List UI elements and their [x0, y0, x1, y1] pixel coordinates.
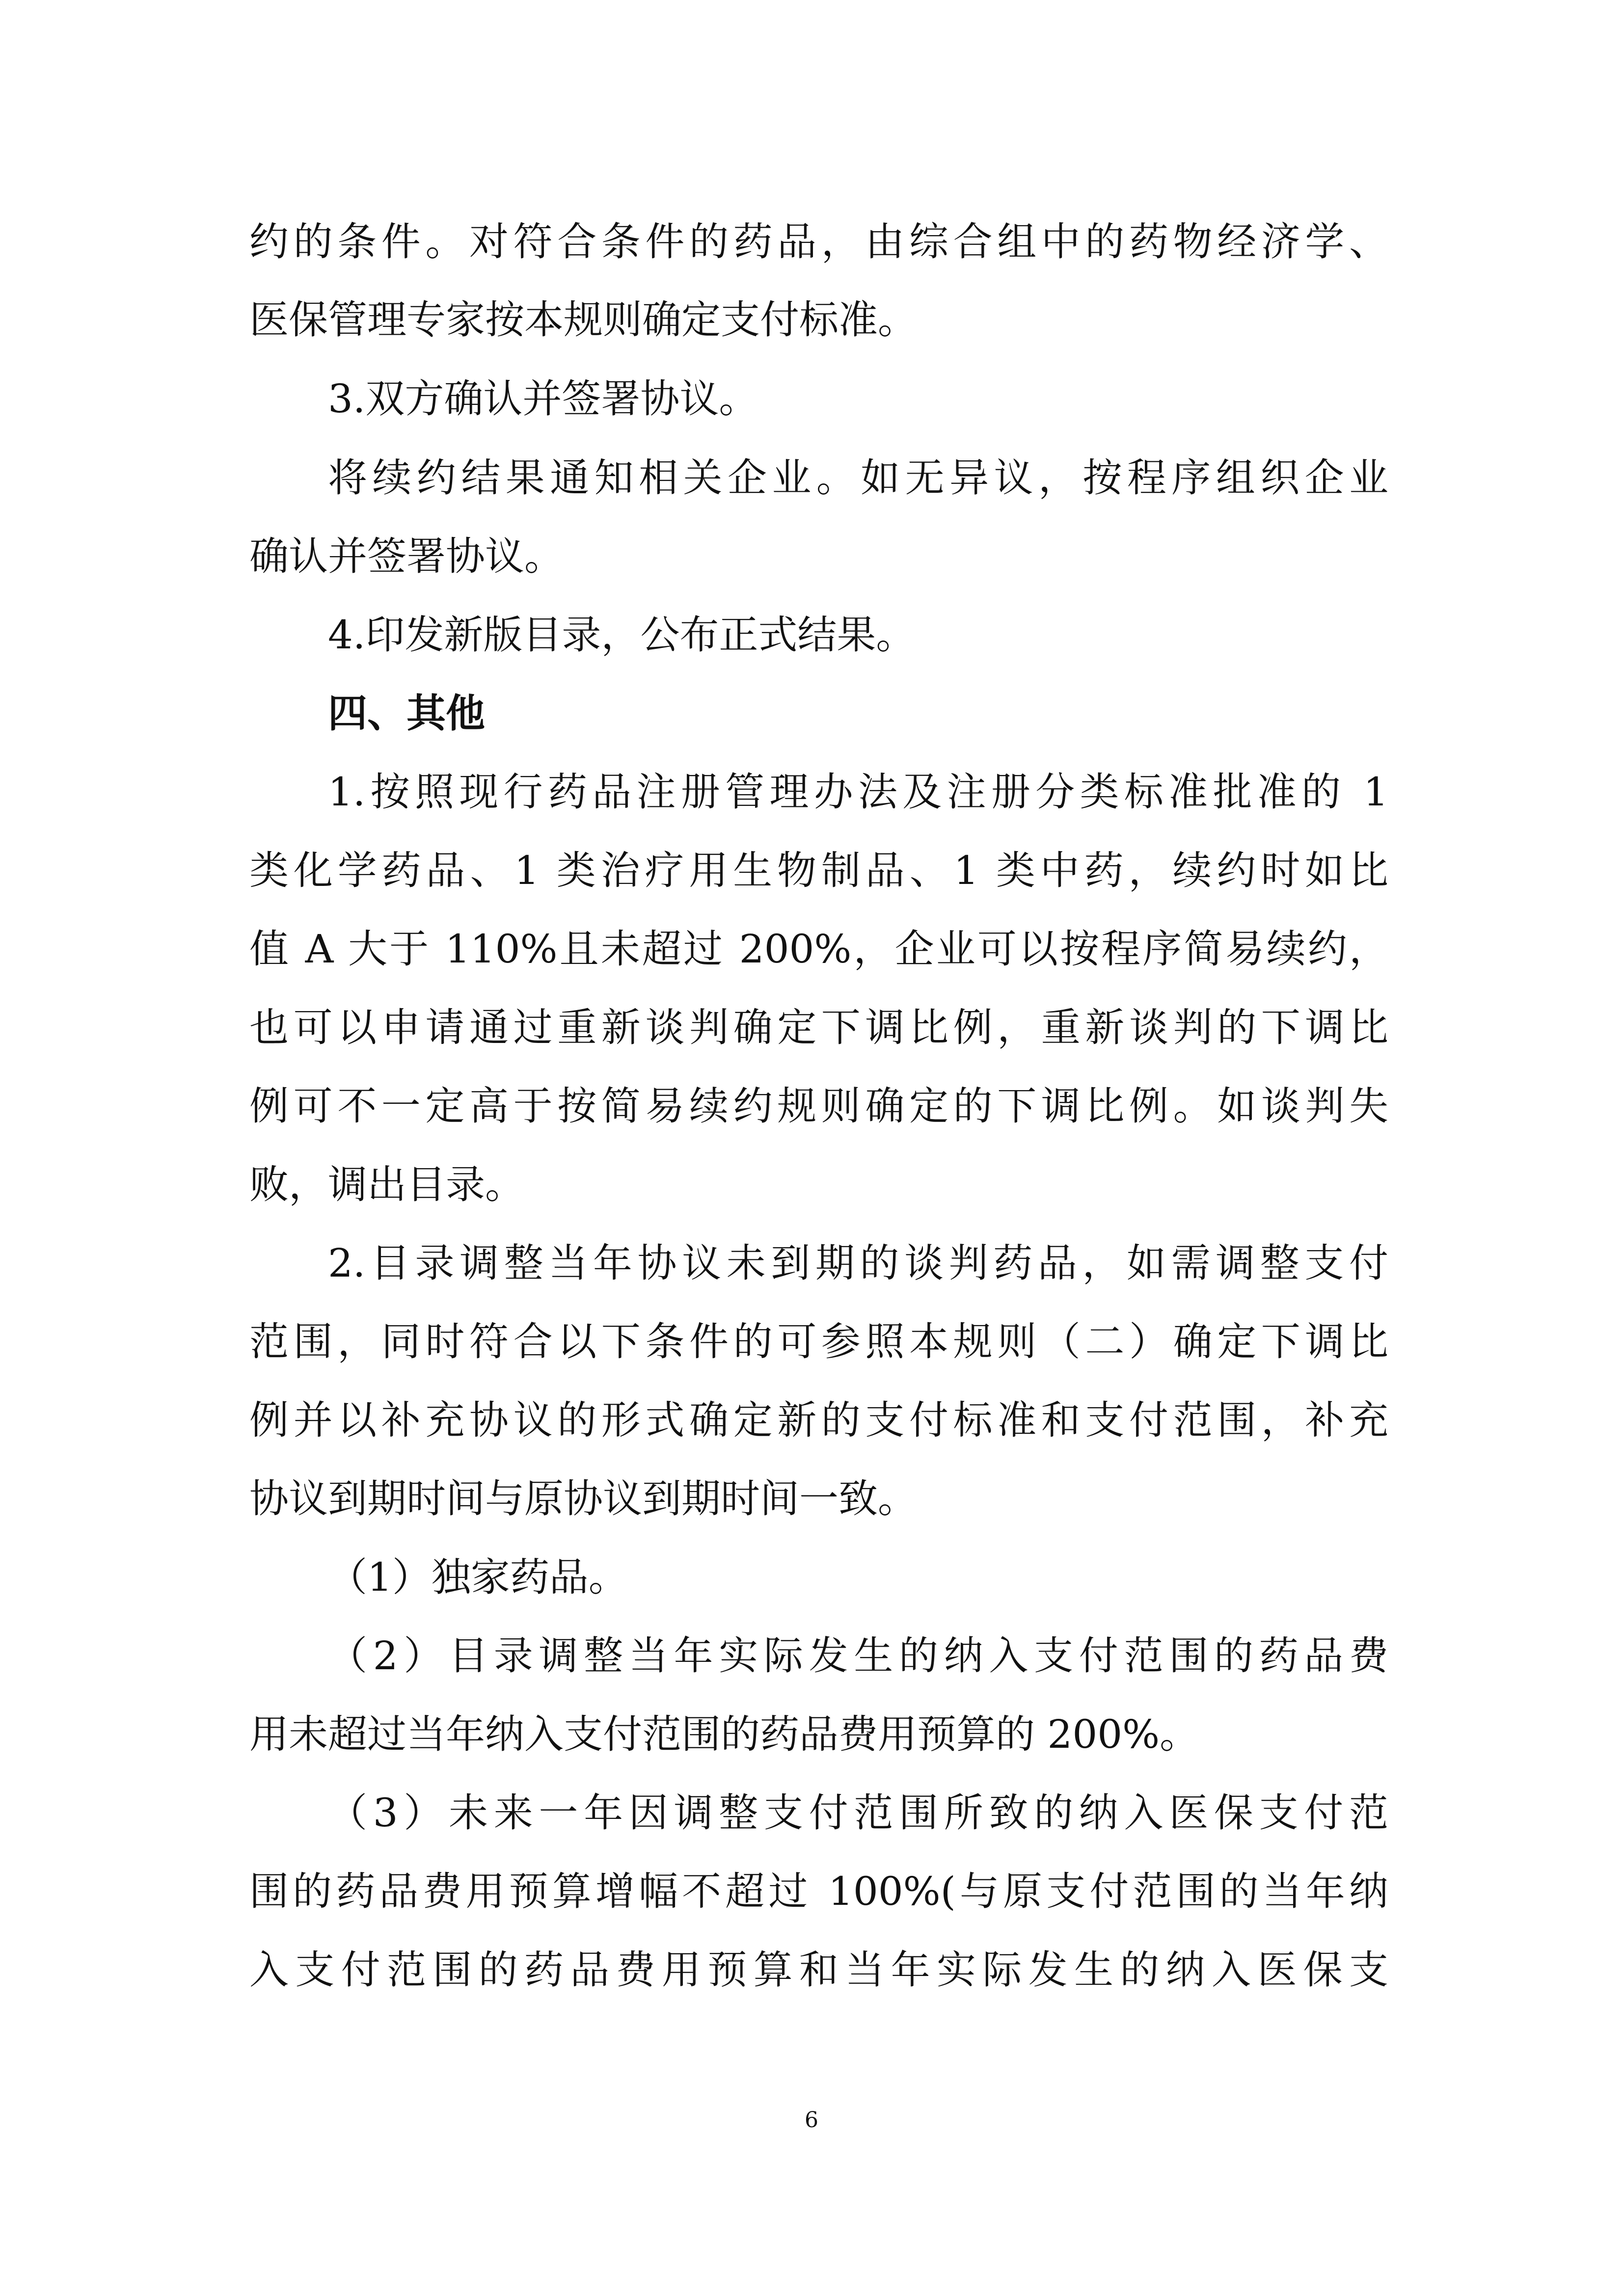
text-line: （3）未来一年因调整支付范围所致的纳入医保支付范: [328, 1790, 1388, 1836]
page-number: 6: [805, 2108, 818, 2133]
text-line: 范围，同时符合以下条件的可参照本规则（二）确定下调比: [249, 1319, 1388, 1364]
text-line: 协议到期时间与原协议到期时间一致。: [249, 1476, 917, 1522]
text-line: 将续约结果通知相关企业。如无异议，按程序组织企业: [328, 455, 1388, 501]
text-line: 约的条件。对符合条件的药品，由综合组中的药物经济学、: [249, 219, 1388, 265]
text-line: 1.按照现行药品注册管理办法及注册分类标准批准的 1: [328, 769, 1388, 815]
text-line: （2）目录调整当年实际发生的纳入支付范围的药品费: [328, 1633, 1388, 1679]
text-line: 值 A 大于 110%且未超过 200%，企业可以按程序简易续约，: [249, 926, 1388, 972]
text-line: （1）独家药品。: [328, 1554, 628, 1600]
text-line: 确认并签署协议。: [249, 534, 564, 579]
text-line: 类化学药品、1 类治疗用生物制品、1 类中药，续约时如比: [249, 848, 1388, 893]
text-line: 2.目录调整当年协议未到期的谈判药品，如需调整支付: [328, 1240, 1388, 1286]
text-line: 4.印发新版目录，公布正式结果。: [328, 612, 916, 658]
text-line: 用未超过当年纳入支付范围的药品费用预算的 200%。: [249, 1711, 1199, 1757]
text-line: 也可以申请通过重新谈判确定下调比例，重新谈判的下调比: [249, 1005, 1388, 1050]
text-line: 医保管理专家按本规则确定支付标准。: [249, 297, 917, 343]
text-line: 入支付范围的药品费用预算和当年实际发生的纳入医保支: [249, 1947, 1388, 1993]
text-line: 败，调出目录。: [249, 1162, 524, 1207]
text-line: 围的药品费用预算增幅不超过 100%(与原支付范围的当年纳: [249, 1869, 1388, 1914]
text-line: 3.双方确认并签署协议。: [328, 376, 758, 422]
section-heading: 四、其他: [328, 691, 485, 736]
text-line: 例并以补充协议的形式确定新的支付标准和支付范围，补充: [249, 1397, 1388, 1443]
text-line: 例可不一定高于按简易续约规则确定的下调比例。如谈判失: [249, 1083, 1388, 1129]
